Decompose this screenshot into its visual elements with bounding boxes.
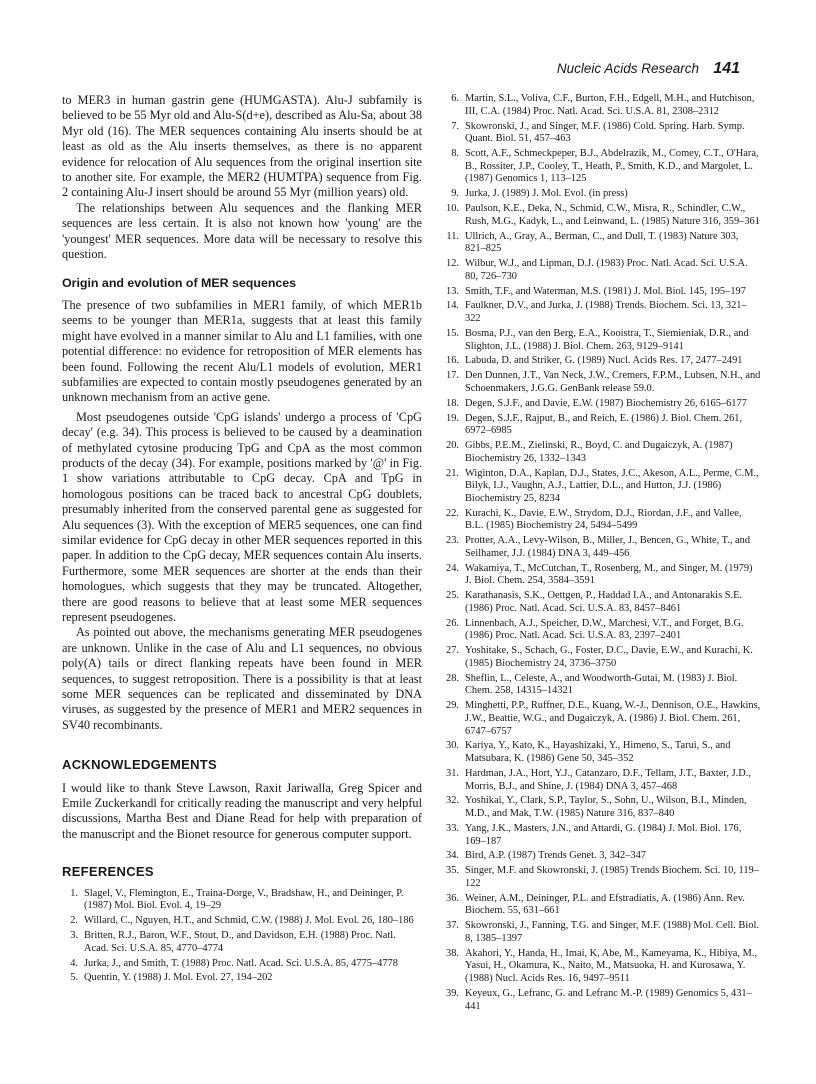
reference-number: 34. (446, 850, 459, 862)
reference-item (443, 645, 761, 670)
reference-item (443, 258, 761, 283)
reference-text: Den Dunnen, J.T., Van Neck, J.W., Cremers, F.P.M., Lubsen, N.H., and Schoenmakers, J.G.G. GenBank release 59.0. (465, 370, 761, 394)
reference-text: Hardman, J.A., Hort, Y.J., Catanzaro, D.F., Tellam, J.T., Baxter, J.D., Morris, B.J., and Shine, J. (1984) DNA 3, 457–468 (465, 767, 751, 792)
reference-text: Weiner, A.M., Deininger, P.L. and Efstradiatis, A. (1986) Ann. Rev. Biochem. 55, 631–661 (465, 892, 745, 917)
reference-item (62, 915, 422, 928)
reference-item (443, 300, 761, 325)
reference-text: Linnenbach, A.J., Speicher, D.W., Marchesi, V.T., and Forget, B.G. (1986) Proc. Natl. Acad. Sci. U.S.A. 83, 2397–2401 (465, 617, 744, 642)
reference-number: 11. (446, 230, 459, 242)
reference-number: 39. (446, 987, 459, 999)
reference-item (443, 468, 761, 506)
reference-item (443, 920, 761, 945)
section-heading: Origin and evolution of MER sequences (62, 276, 297, 291)
reference-item (443, 148, 761, 186)
reference-number: 28. (446, 672, 459, 684)
reference-text: Slagel, V., Flemington, E., Traina-Dorge, V., Bradshaw, H., and Deininger, P. (1987) Mol. Biol. Evol. 4, 19–29 (84, 887, 404, 912)
reference-text: Yoshitake, S., Schach, G., Foster, D.C., Davie, E.W., and Kurachi, K. (1985) Biochemistry 24, 3736–3750 (465, 645, 753, 669)
left-column (62, 93, 422, 987)
references-heading: REFERENCES (62, 864, 154, 880)
reference-number: 32. (446, 795, 459, 807)
reference-number: 14. (446, 300, 459, 312)
reference-item (443, 231, 761, 256)
reference-item (62, 930, 422, 955)
reference-text: Wiginton, D.A., Kaplan, D.J., States, J.C., Akeson, A.L., Perme, C.M., Bilyk, I.J., Vaughn, A.J., Lattier, D.L., and Hutton, J.J. (1986) Biochemistry 25, 8234 (465, 467, 759, 504)
reference-number: 25. (446, 590, 459, 602)
reference-number: 10. (446, 203, 459, 214)
reference-item (443, 865, 761, 890)
reference-number: 30. (446, 740, 459, 752)
reference-text: Keyeux, G., Lefranc, G. and Lefranc M.-P. (1989) Genomics 5, 431–441 (465, 987, 752, 1012)
reference-text: Degen, S.J.F., Rajput, B., and Reich, E. (1986) J. Biol. Chem. 261, 6972–6985 (465, 412, 743, 437)
reference-item (443, 850, 761, 863)
reference-number: 27. (446, 645, 459, 657)
reference-item (443, 370, 761, 395)
reference-number: 35. (446, 865, 459, 877)
reference-item (443, 740, 761, 765)
reference-number: 24. (446, 562, 459, 574)
reference-item (443, 893, 761, 918)
reference-text: Akahori, Y., Handa, H., Imai, K, Abe, M., Kameyama, K., Hibiya, M., Yasui, H., Okamura, K., Naito, M., Matsuoka, H. and Kurosawa, Y. (1988) Nucl. Acids Res. 16, 9497–9511 (465, 947, 758, 984)
reference-number: 17. (446, 370, 459, 382)
reference-number: 5. (70, 972, 78, 984)
reference-item (443, 328, 761, 353)
acknowledgements-heading: ACKNOWLEDGEMENTS (62, 757, 218, 773)
reference-item (62, 972, 422, 985)
reference-item (443, 673, 761, 698)
reference-text: Wakamiya, T., McCutchan, T., Rosenberg, M., and Singer, M. (1979) J. Biol. Chem. 254, 3584–3591 (465, 562, 753, 587)
reference-text: Skowronski, J., Fanning, T.G. and Singer, M.F. (1988) Mol. Cell. Biol. 8, 1385–1397 (465, 920, 759, 944)
reference-number: 19. (446, 412, 459, 424)
reference-text: Jurka, J., and Smith, T. (1988) Proc. Natl. Acad. Sci. U.S.A. 85, 4775–4778 (84, 957, 398, 969)
reference-number: 29. (446, 700, 459, 712)
reference-text: Bosma, P.J., van den Berg, E.A., Kooistra, T., Siemieniak, D.R., and Slighton, J.L. (1988) J. Biol. Chem. 263, 9129–9141 (465, 327, 749, 352)
reference-number: 38. (446, 947, 459, 959)
reference-number: 7. (451, 120, 459, 132)
reference-text: Degen, S.J.F., and Davie, E.W. (1987) Biochemistry 26, 6165–6177 (465, 397, 747, 409)
reference-text: Bird, A.P. (1987) Trends Genet. 3, 342–347 (465, 850, 646, 862)
reference-number: 20. (446, 440, 459, 452)
body-paragraph: Most pseudogenes outside 'CpG islands' undergo a process of 'CpG decay' (e.g. 34). This process is believed to be caused by a deamination of methylated cytosine producing TpG and CpA as the most common products of the decay (34). For example, positions marked by '@' in Fig. 1 show variations attributable to CpG decay. CpA and TpG in homologous positions can be traced back to ancestral CpG doublets, presumably inherited from the conserved parental gene as suggested for Alu sequences (3). With the exception of MER5 sequences, one can find similar evidence for CpG decay in other MER sequences reported in this paper. In addition to the CpG decay, MER sequences contain Alu inserts. Furthermore, some MER sequences are shorter at the ends than their homologues, which suggests that they may be truncated. Altogether, there are good reasons to believe that at least some MER sequences represent pseudogenes. (62, 409, 422, 624)
reference-text: Singer, M.F. and Skowronski, J. (1985) Trends Biochem. Sci. 10, 119–122 (465, 865, 759, 889)
reference-number: 13. (446, 285, 459, 297)
reference-text: Smith, T.F., and Waterman, M.S. (1981) J. Mol. Biol. 145, 195–197 (465, 285, 746, 297)
reference-item (443, 286, 761, 299)
reference-item (443, 768, 761, 793)
reference-item (443, 823, 761, 848)
reference-item (443, 988, 761, 1013)
reference-number: 33. (446, 822, 459, 834)
reference-number: 16. (446, 355, 459, 367)
page-number: 141 (713, 60, 740, 77)
reference-text: Martin, S.L., Voliva, C.F., Burton, F.H., Edgell, M.H., and Hutchison, III, C.A. (1984) Proc. Natl. Acad. Sci. U.S.A. 81, 2308–2312 (465, 93, 755, 117)
reference-number: 3. (70, 930, 78, 942)
reference-item (443, 590, 761, 615)
reference-text: Kariya, Y., Kato, K., Hayashizaki, Y., Himeno, S., Tarui, S., and Matsubara, K. (1986) Gene 50, 345–352 (465, 740, 731, 764)
reference-item (443, 121, 761, 146)
running-header (440, 60, 740, 78)
reference-item (443, 508, 761, 533)
references-list-left (62, 888, 422, 985)
reference-number: 8. (451, 148, 459, 159)
reference-text: Faulkner, D.V., and Jurka, J. (1988) Trends. Biochem. Sci. 13, 321–322 (465, 300, 747, 324)
reference-number: 4. (70, 957, 78, 969)
reference-number: 23. (446, 535, 459, 547)
reference-number: 1. (70, 887, 78, 899)
reference-text: Paulson, K.E., Deka, N., Schmid, C.W., Misra, R., Schindler, C.W., Rush, M.G., Kadyk, L., and Leinwand, L. (1985) Nature 316, 359–361 (465, 203, 760, 227)
reference-item (443, 203, 761, 228)
reference-text: Quentin, Y. (1988) J. Mol. Evol. 27, 194–202 (84, 972, 273, 984)
reference-number: 37. (446, 920, 459, 932)
reference-item (443, 355, 761, 368)
reference-text: Karathanasis, S.K., Oettgen, P., Haddad I.A., and Antonarakis S.E. (1986) Proc. Natl. Acad. Sci. U.S.A. 83, 8457–8461 (465, 590, 743, 614)
reference-text: Willard, C., Nguyen, H.T., and Schmid, C.W. (1988) J. Mol. Evol. 26, 180–186 (84, 915, 414, 927)
reference-text: Skowronski, J., and Singer, M.F. (1986) Cold. Spring. Harb. Symp. Quant. Biol. 51, 457–463 (465, 120, 745, 145)
reference-number: 22. (446, 507, 459, 519)
reference-number: 31. (446, 767, 459, 779)
reference-number: 2. (70, 915, 78, 927)
reference-text: Protter, A.A., Levy-Wilson, B., Miller, J., Bencen, G., White, T., and Seilhamer, J.J. (1984) DNA 3, 449–456 (465, 535, 751, 559)
acknowledgements-text: I would like to thank Steve Lawson, Raxit Jariwalla, Greg Spicer and Emile Zuckerkandl for critically reading the manuscript and very helpful discussions, Martha Best and Diane Read for help with preparation of the manuscript and the Bionet resource for generous computer support. (62, 780, 422, 841)
reference-number: 6. (451, 93, 459, 104)
reference-item (62, 888, 422, 913)
reference-item (443, 398, 761, 411)
reference-text: Yoshikai, Y., Clark, S.P., Taylor, S., Sohn, U., Wilson, B.I., Minden, M.D., and Mak, T.W. (1985) Nature 316, 837–840 (465, 795, 747, 819)
reference-text: Labuda, D. and Striker, G. (1989) Nucl. Acids Res. 17, 2477–2491 (465, 355, 743, 367)
reference-text: Ullrich, A., Gray, A., Berman, C., and Dull, T. (1983) Nature 303, 821–825 (465, 230, 739, 255)
reference-item (443, 440, 761, 465)
reference-number: 12. (446, 258, 459, 269)
reference-item (443, 413, 761, 438)
reference-text: Scott, A.F., Schmeckpeper, B.J., Abdelrazik, M., Comey, C.T., O'Hara, B., Rossiter, J.P., Cooley, T., Heath, P., Smith, K.D., and Margolet, L. (1987) Genomics 1, 113–125 (465, 148, 759, 185)
reference-text: Sheflin, L., Celeste, A., and Woodworth-Gutai, M. (1983) J. Biol. Chem. 258, 14315–14321 (465, 672, 738, 697)
reference-text: Wilbur, W.J., and Lipman, D.J. (1983) Proc. Natl. Acad. Sci. U.S.A. 80, 726–730 (465, 258, 748, 282)
right-column (443, 93, 761, 1015)
reference-item (443, 535, 761, 560)
reference-number: 26. (446, 617, 459, 629)
reference-number: 15. (446, 327, 459, 339)
reference-item (443, 948, 761, 986)
reference-text: Kurachi, K., Davie, E.W., Strydom, D.J., Riordan, J.F., and Vallee, B.L. (1985) Biochemistry 24, 5494–5499 (465, 507, 742, 532)
reference-number: 9. (451, 188, 459, 200)
reference-text: Gibbs, P.E.M., Zielinski, R., Boyd, C. and Dugaiczyk, A. (1987) Biochemistry 26, 1332–1343 (465, 440, 733, 464)
reference-text: Minghetti, P.P., Ruffner, D.E., Kuang, W.-J., Dennison, O.E., Hawkins, J.W., Beattie, W.G., and Dugaiczyk, A. (1986) J. Biol. Chem. 261, 6747–6757 (465, 700, 761, 737)
body-paragraph: The relationships between Alu sequences and the flanking MER sequences are less certain. It is also not known how 'young' are the 'youngest' MER sequences. More data will be necessary to resolve this question. (62, 200, 422, 262)
reference-item (443, 188, 761, 201)
reference-number: 36. (446, 892, 459, 904)
body-paragraph: to MER3 in human gastrin gene (HUMGASTA). Alu-J subfamily is believed to be 55 Myr old and Alu-S(d+e), described as Alu-Sa, about 38 Myr old (16). The MER sequences containing Alu inserts should be at least as old as the Alu inserts themselves, as there is no apparent evidence for relocation of Alu sequences from the original insertion site to another site. For example, the MER2 (HUMTPA) sequence from Fig. 2 containing Alu-J insert should be around 55 Myr (million years) old. (62, 93, 422, 200)
reference-item (443, 563, 761, 588)
reference-item (443, 618, 761, 643)
reference-number: 18. (446, 397, 459, 409)
references-list-right (443, 93, 761, 1013)
reference-number: 21. (446, 467, 459, 479)
reference-item (443, 795, 761, 820)
reference-item (62, 958, 422, 971)
reference-item (443, 93, 761, 118)
reference-item (443, 700, 761, 738)
journal-name: Nucleic Acids Research (556, 61, 699, 76)
reference-text: Jurka, J. (1989) J. Mol. Evol. (in press) (465, 188, 628, 200)
body-paragraph: The presence of two subfamilies in MER1 family, of which MER1b seems to be younger than MER1a, suggests that at least this family might have evolved in a manner similar to Alu and L1 families, with one potential difference: no evidence for retroposition of MER elements has been found. Following the recent Alu/L1 models of evolution, MER1 subfamilies are expected to contain mostly pseudogenes generated by an unknown mechanism from an active gene. (62, 297, 422, 405)
body-paragraph: As pointed out above, the mechanisms generating MER pseudogenes are unknown. Unlike in the case of Alu and L1 sequences, no obvious poly(A) tails or direct flanking repeats have been found in MER sequences, to suggest retroposition. There is a possibility is that at least some MER sequences can be replicated and disseminated by DNA viruses, as suggested by the presence of MER1 and MER2 sequences in SV40 recombinants. (62, 625, 422, 732)
reference-text: Britten, R.J., Baron, W.F., Stout, D., and Davidson, E.H. (1988) Proc. Natl. Acad. Sci. U.S.A. 85, 4770–4774 (84, 930, 396, 954)
reference-text: Yang, J.K., Masters, J.N., and Attardi, G. (1984) J. Mol. Biol. 176, 169–187 (465, 822, 742, 847)
